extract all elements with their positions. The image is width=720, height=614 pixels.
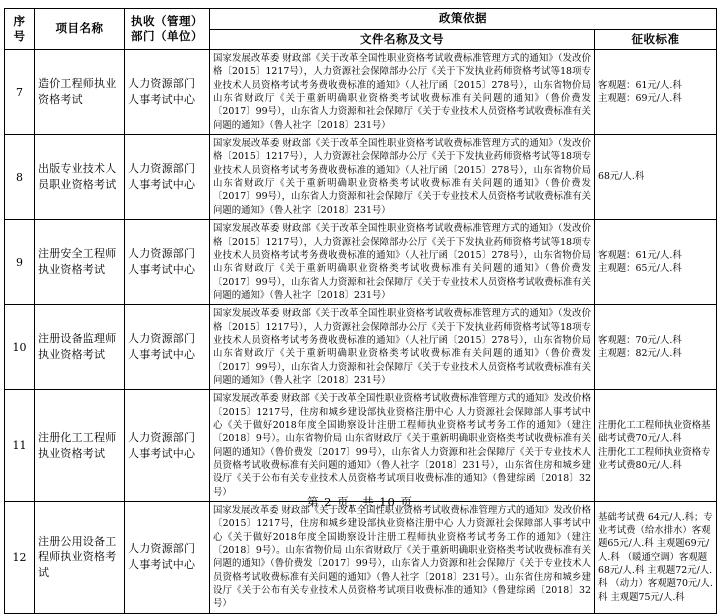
header-no: 序号	[5, 9, 35, 50]
cell-project-name: 注册设备监理师执业资格考试	[35, 305, 125, 390]
cell-fee-standard: 客观题：61元/人.科 主观题：69元/人.科	[595, 50, 717, 135]
table-row	[5, 135, 717, 220]
table-row	[5, 390, 717, 502]
cell-department: 人力资源部门人事考试中心	[125, 305, 210, 390]
cell-document-name: 国家发展改革委 财政部《关于改革全国性职业资格考试收费标准管理方式的通知》（发改价格〔2015〕1217号），人力资源社会保障部办公厅《关于下发执业药师资格考试等18项专业技术人员资格考试考务费收费标准的通知》（人社厅函〔2015〕278号），山东省物价局 山东省财政厅《关于重新明确职业资格类考试收费标准有关问题的通知》（鲁价费发〔2017〕99号），山东省人力资源和社会保障厅《关于专业技术人员资格考试收费标准有关问题的通知》（鲁人社字〔2018〕231号）	[210, 220, 595, 305]
cell-fee-standard: 注册化工工程师执业资格基础考试费70元/人.科 注册化工工程师执业资格专业考试费80元/人.科	[595, 390, 717, 502]
cell-document-name: 国家发展改革委 财政部《关于改革全国性职业资格考试收费标准管理方式的通知》（发改价格〔2015〕1217号），人力资源社会保障部办公厅《关于下发执业药师资格考试等18项专业技术人员资格考试考务费收费标准的通知》（人社厅函〔2015〕278号），山东省物价局 山东省财政厅《关于重新明确职业资格类考试收费标准有关问题的通知》（鲁价费发〔2017〕99号），山东省人力资源和社会保障厅《关于专业技术人员资格考试收费标准有关问题的通知》（鲁人社字〔2018〕231号）	[210, 135, 595, 220]
table-body	[5, 50, 717, 614]
cell-department: 人力资源部门人事考试中心	[125, 502, 210, 614]
header-department: 执收（管理）部门（单位）	[125, 9, 210, 50]
table-header	[5, 9, 717, 50]
cell-project-name: 造价工程师执业资格考试	[35, 50, 125, 135]
header-policy-basis: 政策依据	[210, 9, 717, 30]
header-standard: 征收标准	[595, 29, 717, 50]
table-row	[5, 502, 717, 614]
cell-department: 人力资源部门人事考试中心	[125, 390, 210, 502]
header-doc-name: 文件名称及文号	[210, 29, 595, 50]
cell-fee-standard: 68元/人.科	[595, 135, 717, 220]
cell-serial-number: 8	[5, 135, 35, 220]
cell-project-name: 出版专业技术人员职业资格考试	[35, 135, 125, 220]
cell-serial-number: 9	[5, 220, 35, 305]
page-footer: 第 2 页，共 10 页	[306, 495, 414, 509]
table-row	[5, 50, 717, 135]
cell-department: 人力资源部门人事考试中心	[125, 220, 210, 305]
cell-fee-standard: 基础考试费 64元/人.科；专业考试费（给水排水）客观题65元/人.科 主观题69元/人.科 （暖通空调）客观题68元/人.科 主观题72元/人.科 （动力）客观题70元/人.科 主观题75元/人.科	[595, 502, 717, 614]
fee-standards-table	[4, 8, 717, 614]
cell-document-name: 国家发展改革委 财政部《关于改革全国性职业资格考试收费标准管理方式的通知》发改价格〔2015〕1217号，住房和城乡建设部执业资格注册中心 人力资源社会保障部人事考试中心《关于做好2018年度全国勘察设计注册工程师执业资格考试考务工作的通知》（建注〔2018〕9号）。山东省物价局 山东省财政厅《关于重新明确职业资格类考试收费标准有关问题的通知》（鲁价费发〔2017〕99号），山东省人力资源和社会保障厅《关于专业技术人员资格考试收费标准有关问题的通知》（鲁人社字〔2018〕231号），山东省住房和城乡建设厅《关于公布有关专业技术人员资格考试项目收费标准的通知》（鲁建综函〔2018〕32号）	[210, 390, 595, 502]
cell-document-name: 国家发展改革委 财政部《关于改革全国性职业资格考试收费标准管理方式的通知》发改价格〔2015〕1217号，住房和城乡建设部执业资格注册中心 人力资源社会保障部人事考试中心《关于做好2018年度全国勘察设计注册工程师执业资格考试考务工作的通知》（建注〔2018〕9号）。山东省物价局 山东省财政厅《关于重新明确职业资格类考试收费标准有关问题的通知》（鲁价费发〔2017〕99号），山东省人力资源和社会保障厅《关于专业技术人员资格考试收费标准有关问题的通知》（鲁人社字〔2018〕231号）。山东省住房和城乡建设厅《关于公布有关专业技术人员资格考试项目收费标准的通知》（鲁建综函〔2018〕32号）	[210, 502, 595, 614]
cell-serial-number: 10	[5, 305, 35, 390]
table-row	[5, 220, 717, 305]
table-row	[5, 305, 717, 390]
cell-department: 人力资源部门人事考试中心	[125, 50, 210, 135]
cell-document-name: 国家发展改革委 财政部《关于改革全国性职业资格考试收费标准管理方式的通知》（发改价格〔2015〕1217号），人力资源社会保障部办公厅《关于下发执业药师资格考试等18项专业技术人员资格考试考务费收费标准的通知》（人社厅函〔2015〕278号），山东省物价局 山东省财政厅《关于重新明确职业资格类考试收费标准有关问题的通知》（鲁价费发〔2017〕99号），山东省人力资源和社会保障厅《关于专业技术人员资格考试收费标准有关问题的通知》（鲁人社字〔2018〕231号）	[210, 50, 595, 135]
cell-department: 人力资源部门人事考试中心	[125, 135, 210, 220]
cell-serial-number: 7	[5, 50, 35, 135]
cell-project-name: 注册公用设备工程师执业资格考试	[35, 502, 125, 614]
header-row-top	[5, 9, 717, 30]
cell-fee-standard: 客观题：61元/人.科 主观题：65元/人.科	[595, 220, 717, 305]
cell-fee-standard: 客观题：70元/人.科 主观题：82元/人.科	[595, 305, 717, 390]
cell-project-name: 注册安全工程师执业资格考试	[35, 220, 125, 305]
header-project-name: 项目名称	[35, 9, 125, 50]
cell-document-name: 国家发展改革委 财政部《关于改革全国性职业资格考试收费标准管理方式的通知》（发改价格〔2015〕1217号），人力资源社会保障部办公厅《关于下发执业药师资格考试等18项专业技术人员资格考试考务费收费标准的通知》（人社厅函〔2015〕278号），山东省物价局 山东省财政厅《关于重新明确职业资格类考试收费标准有关问题的通知》（鲁价费发〔2017〕99号），山东省人力资源和社会保障厅《关于专业技术人员资格考试收费标准有关问题的通知》（鲁人社字〔2018〕231号）	[210, 305, 595, 390]
cell-project-name: 注册化工工程师执业资格考试	[35, 390, 125, 502]
cell-serial-number: 11	[5, 390, 35, 502]
cell-serial-number: 12	[5, 502, 35, 614]
